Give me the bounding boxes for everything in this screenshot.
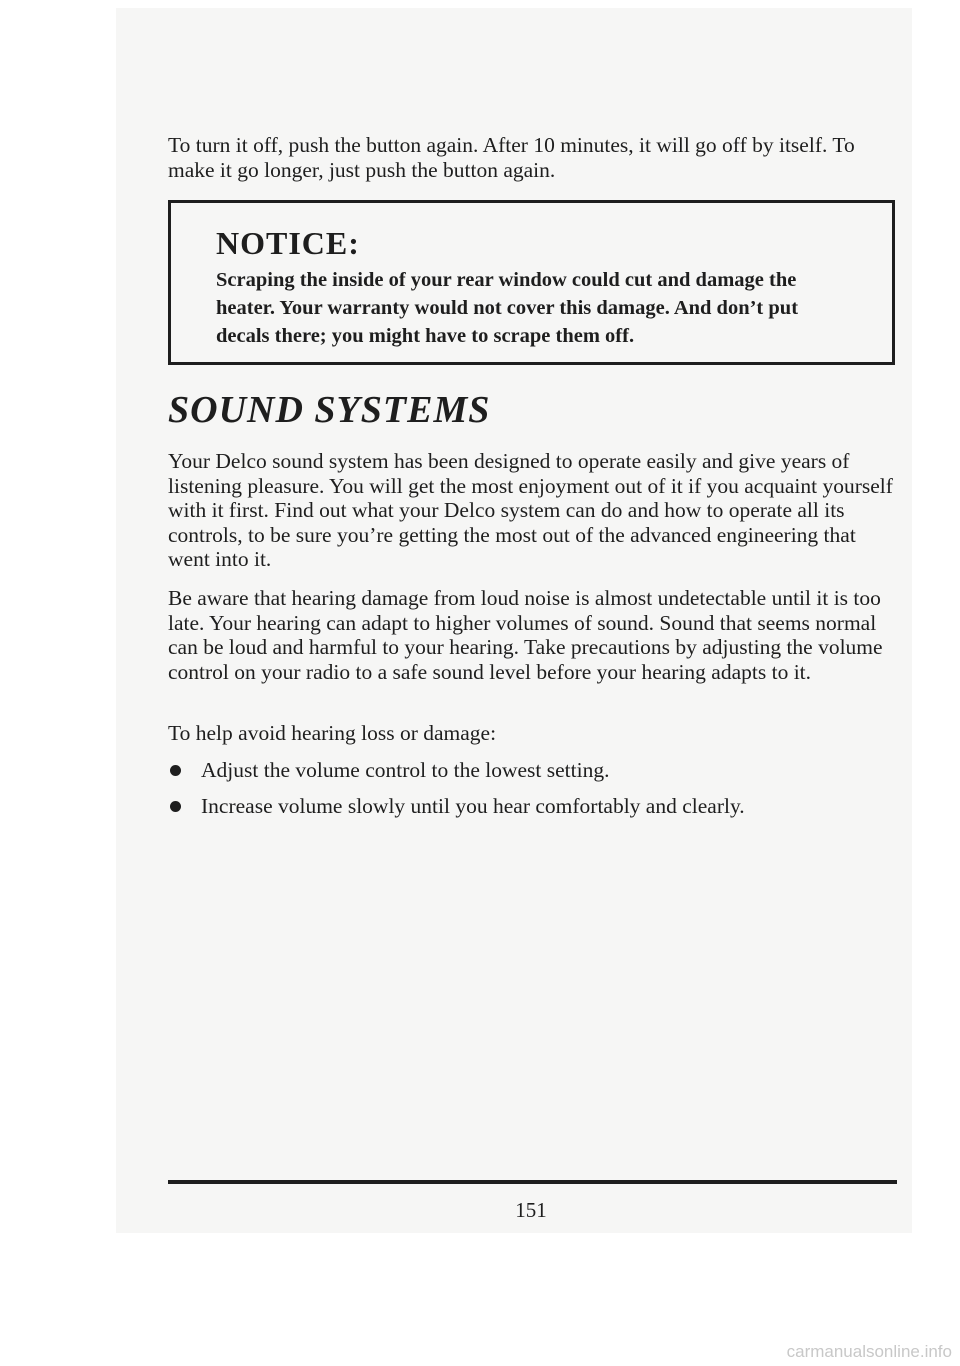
watermark: carmanualsonline.info [786,1342,952,1361]
bullet-icon [170,765,181,776]
notice-box [168,200,895,365]
bullet-icon [170,801,181,812]
list-item-text: Increase volume slowly until you hear comfortably and clearly. [201,793,745,818]
page-number: 151 [515,1198,547,1222]
paragraph-hearing-damage: Be aware that hearing damage from loud noise is almost undetectable until it is too late. Your hearing can adapt to higher volumes of sound. Sound that seems normal can be loud and harmful to your hearing. Take precautions by adjusting the volume control on your radio to a safe sound level before your hearing adapts to it. [168,586,883,684]
paragraph-avoid-loss: To help avoid hearing loss or damage: [168,721,497,745]
intro-paragraph: To turn it off, push the button again. After 10 minutes, it will go off by itself. To make it go longer, just push the button again. [168,133,855,182]
list-item [168,794,898,819]
section-title: SOUND SYSTEMS [168,389,491,431]
notice-title: NOTICE: [216,225,360,261]
bullet-list [168,758,898,829]
list-item-text: Adjust the volume control to the lowest setting. [201,758,610,782]
paragraph-sound-system: Your Delco sound system has been designed to operate easily and give years of listening pleasure. You will get the most enjoyment out of it if you acquaint yourself with it first. Find out what your Delco system can do and how to operate all its controls, to be sure you’re getting the most out of the advanced engineering that went into it. [168,449,893,571]
footer-rule [168,1180,897,1184]
notice-body: Scraping the inside of your rear window could cut and damage the heater. Your warranty would not cover this damage. And don’t put decals there; you might have to scrape them off. [216,269,799,347]
list-item [168,758,898,783]
